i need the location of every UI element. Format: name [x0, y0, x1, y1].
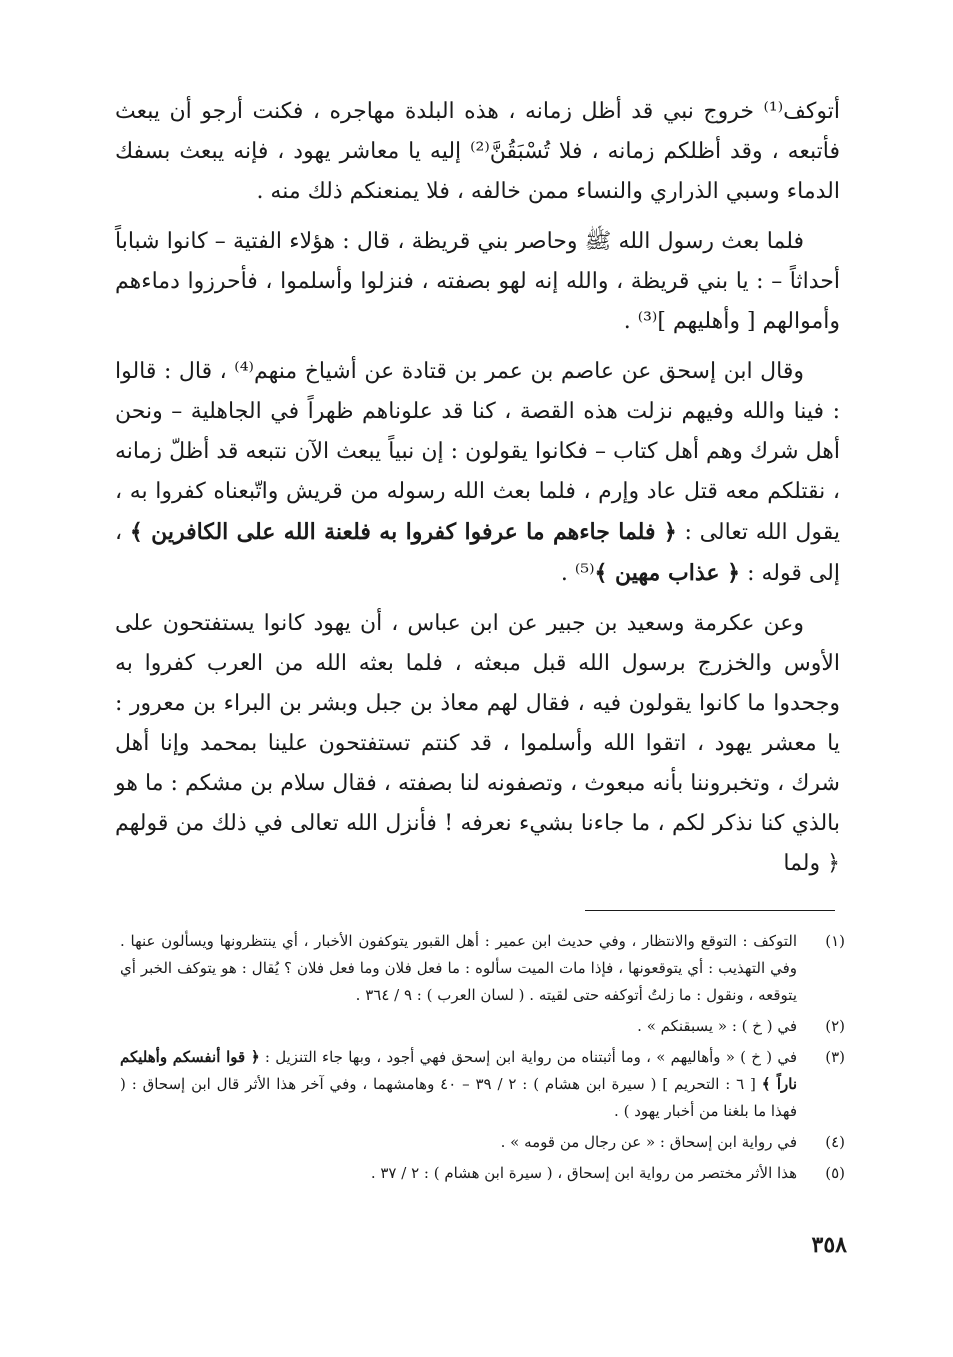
quran-verse-1: ﴿ فلما جاءهم ما عرفوا كفروا به فلعنة الله على الكافرين ﴾: [129, 519, 677, 545]
footnote-text: هذا الأثر مختصر من رواية ابن إسحاق ، ( سيرة ابن هشام ) : ٢ / ٣٧ .: [370, 1164, 797, 1182]
paragraph-3-text-2: ، إلى قوله :: [115, 520, 840, 586]
page-number: ٣٥٨: [811, 1232, 847, 1258]
paragraph-3-text-1: وقال ابن إسحق عن عاصم بن عمر بن قتادة عن أشياخ منهم⁽⁴⁾ ، قال : قالوا : فينا والله وفيهم نزلت هذه القصة ، كنا قد علوناهم ظهراً في الجاهلية – ونحن أهل شرك وهم أهل كتاب – فكانوا يقولون : إن نبياً يبعث الآن نتبعه قد أظلّ زمانه ، نقتلكم معه قتل عاد وإرم ، فلما بعث الله رسوله من قريش واتّبعناه كفروا به ، يقول الله تعالى :: [115, 359, 840, 545]
main-text: [115, 92, 840, 894]
paragraph-1: أتوكف⁽¹⁾ خروج نبي قد أظل زمانه ، هذه البلدة مهاجره ، فكنت أرجو أن يبعث فأتبعه ، وقد أظلكم زمانه ، فلا تُسْبَقُنَّ⁽²⁾ إليه يا معاشر يهود ، فإنه يبعث بسفك الدماء وسبي الذراري والنساء ممن خالفه ، فلا يمنعنكم ذلك منه .: [115, 99, 840, 204]
paragraph-4: وعن عكرمة وسعيد بن جبير عن ابن عباس ، أن يهود كانوا يستفتحون على الأوس والخزرج برسول الله قبل مبعثه ، فلما بعثه الله من العرب كفروا به وجحدوا ما كانوا يقولون فيه ، فقال لهم معاذ بن جبل وبشر بن البراء بن معرور : يا معشر يهود ، اتقوا الله وأسلموا ، قد كنتم تستفتحون علينا بمحمد وإنا أهل شرك ، وتخبروننا بأنه مبعوث ، وتصفونه لنا بصفته ، فقال سلام بن مشكم : ما هو بالذي كنا نذكر لكم ، ما جاءنا بشيء نعرفه ! فأنزل الله تعالى في ذلك من قولهم ﴿ ولما: [115, 611, 840, 876]
footnote-1: [120, 928, 845, 1009]
footnote-5: [120, 1160, 845, 1187]
footnote-text: التوكف : التوقع والانتظار ، وفي حديث ابن عمير : أهل القبور يتوكفون الأخبار ، أي ينتظرونها ويسألون عنها . وفي التهذيب : أي يتوقعونها ، فإذا مات الميت سألوه : ما فعل فلان وما فعل فلان ؟ يُقال : هو يتوكف الخبر أي يتوقعه ، ونقول : ما زلتُ أتوكفه حتى لقيته . ( لسان العرب ) : ٩ / ٣٦٤ .: [120, 932, 797, 1004]
footnote-2: [120, 1013, 845, 1040]
footnote-number: (٤): [825, 1133, 845, 1151]
footnote-3: [120, 1044, 845, 1125]
footnote-3-text-2: [ ٦ : التحريم ] ( سيرة ابن هشام ) : ٢ / ٣٩ – ٤٠ وهامشهما ، وفي آخر هذا الأثر قال ابن إسحاق : ( فهذا ما بلغنا من أخبار يهود ) .: [120, 1075, 797, 1120]
footnote-number: (١): [825, 932, 845, 950]
footnote-number: (٣): [825, 1048, 845, 1066]
footnotes: [120, 928, 845, 1191]
footnote-quran-verse: ﴿ قوا أنفسكم وأهليكم ناراً ﴾: [120, 1048, 797, 1093]
footnote-number: (٢): [825, 1017, 845, 1035]
footnote-3-text-1: في ( خ ) « وأهاليهم » ، وما أثبتناه من رواية ابن إسحق فهي أجود ، وبها جاء التنزيل :: [264, 1048, 797, 1066]
paragraph-3-text-3: ⁽⁵⁾ .: [560, 561, 595, 586]
paragraph-2: فلما بعث رسول الله ﷺ وحاصر بني قريظة ، قال : هؤلاء الفتية – كانوا شباباً أحداثاً – : يا بني قريظة ، والله إنه لهو بصفته ، فنزلوا وأسلموا ، فأحرزوا دماءهم وأموالهم [ وأهليهم ]⁽³⁾ .: [115, 229, 840, 334]
footnote-number: (٥): [825, 1164, 845, 1182]
quran-verse-2: ﴿ عذاب مهين ﴾: [594, 560, 741, 586]
footnote-text: [120, 1044, 797, 1125]
footnote-4: [120, 1129, 845, 1156]
paragraph-3: [115, 352, 840, 594]
footnote-divider: [585, 910, 835, 911]
footnote-text: في رواية ابن إسحاق : « عن رجال من قومه » .: [500, 1133, 797, 1151]
footnote-text: في ( خ ) : « يسبقنكم » .: [637, 1017, 797, 1035]
